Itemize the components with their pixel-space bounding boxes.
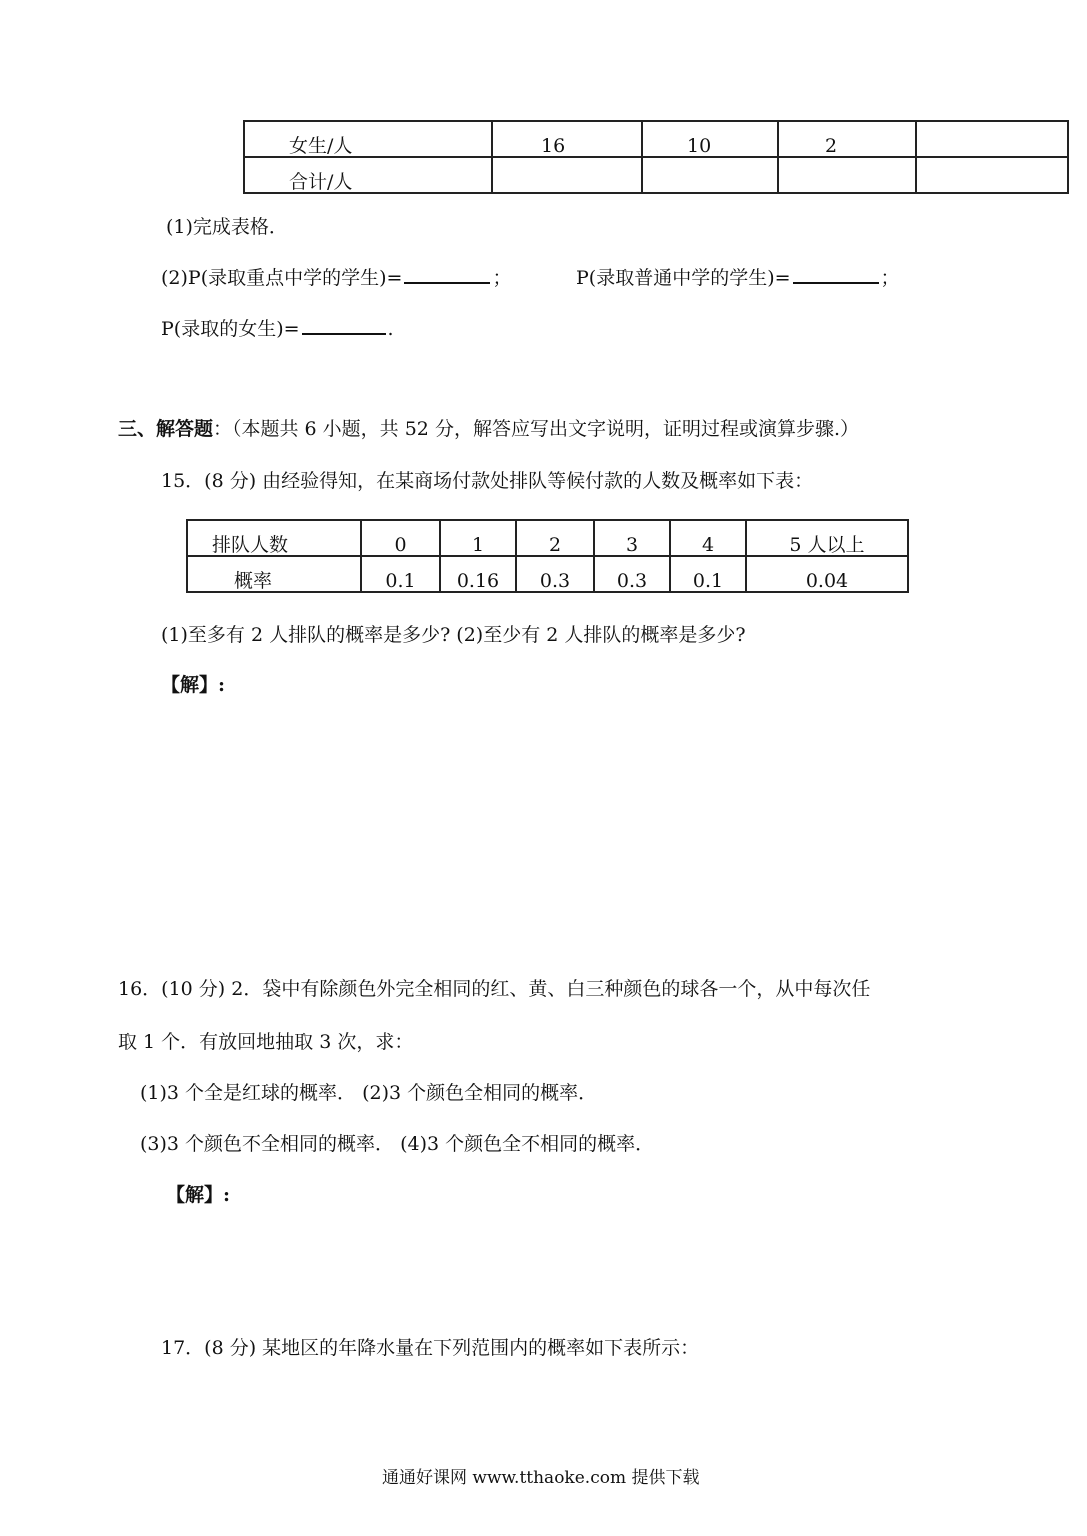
q15-answer-label: 【解】: bbox=[161, 674, 226, 696]
section-heading-desc: ：（本题共 6 小题，共 52 分，解答应写出文字说明，证明过程或演算步骤.） bbox=[213, 418, 859, 440]
table-cell: 2 bbox=[516, 520, 594, 556]
admission-table bbox=[243, 120, 1069, 194]
q14-part2c-suffix: . bbox=[387, 318, 394, 340]
table-row bbox=[244, 121, 1068, 157]
q16-answer-label: 【解】: bbox=[166, 1184, 231, 1206]
table-row bbox=[187, 520, 908, 556]
table-cell bbox=[492, 157, 642, 193]
q14-part2a bbox=[161, 263, 511, 290]
q14-part2b-text: P(录取普通中学的学生)= bbox=[576, 267, 791, 289]
table-cell: 0.3 bbox=[594, 556, 670, 592]
table-cell: 2 bbox=[778, 121, 916, 157]
q17-text: 17．(8 分) 某地区的年降水量在下列范围内的概率如下表所示： bbox=[161, 1337, 700, 1359]
row-label: 概率 bbox=[187, 556, 361, 592]
q16-line4: (3)3 个颜色不全相同的概率． (4)3 个颜色全不相同的概率． bbox=[140, 1133, 655, 1155]
q14-part2b-suffix: ； bbox=[880, 267, 900, 289]
answer-blank bbox=[404, 264, 490, 284]
page-footer: 通通好课网 www.tthaoke.com 提供下载 bbox=[382, 1468, 700, 1488]
table-cell: 0.04 bbox=[746, 556, 908, 592]
section-heading-title: 三、解答题 bbox=[118, 418, 214, 440]
table-cell bbox=[916, 121, 1068, 157]
table-cell: 16 bbox=[492, 121, 642, 157]
q16-line2: 取 1 个．有放回地抽取 3 次，求： bbox=[118, 1031, 414, 1053]
table-cell bbox=[642, 157, 778, 193]
table-row bbox=[187, 556, 908, 592]
answer-blank bbox=[793, 264, 879, 284]
table-cell: 4 bbox=[670, 520, 746, 556]
table-cell: 0.16 bbox=[440, 556, 516, 592]
answer-blank bbox=[302, 315, 386, 335]
q14-part2b bbox=[576, 263, 900, 290]
q16-line3: (1)3 个全是红球的概率． (2)3 个颜色全相同的概率． bbox=[140, 1082, 598, 1104]
table-cell bbox=[778, 157, 916, 193]
table-cell: 5 人以上 bbox=[746, 520, 908, 556]
table-cell: 3 bbox=[594, 520, 670, 556]
table-cell: 10 bbox=[642, 121, 778, 157]
table-row bbox=[244, 157, 1068, 193]
q14-part2a-text: (2)P(录取重点中学的学生)= bbox=[161, 267, 403, 289]
queue-probability-table bbox=[186, 519, 909, 593]
header-label: 排队人数 bbox=[187, 520, 361, 556]
section-heading bbox=[118, 414, 859, 441]
q15-questions: (1)至多有 2 人排队的概率是多少? (2)至少有 2 人排队的概率是多少? bbox=[161, 624, 746, 646]
q14-part2a-suffix: ； bbox=[492, 267, 512, 289]
table-cell bbox=[916, 157, 1068, 193]
table-cell: 0.3 bbox=[516, 556, 594, 592]
row-label: 合计/人 bbox=[244, 157, 492, 193]
q14-part1: (1)完成表格． bbox=[166, 216, 288, 238]
table-cell: 0.1 bbox=[361, 556, 440, 592]
row-label: 女生/人 bbox=[244, 121, 492, 157]
table-cell: 0.1 bbox=[670, 556, 746, 592]
q14-part2c bbox=[161, 314, 394, 341]
table-cell: 1 bbox=[440, 520, 516, 556]
q15-text: 15．(8 分) 由经验得知，在某商场付款处排队等候付款的人数及概率如下表： bbox=[161, 470, 814, 492]
q16-line1: 16．(10 分) 2．袋中有除颜色外完全相同的红、黄、白三种颜色的球各一个，从中每次任 bbox=[118, 978, 871, 1000]
table-cell: 0 bbox=[361, 520, 440, 556]
q14-part2c-text: P(录取的女生)= bbox=[161, 318, 300, 340]
